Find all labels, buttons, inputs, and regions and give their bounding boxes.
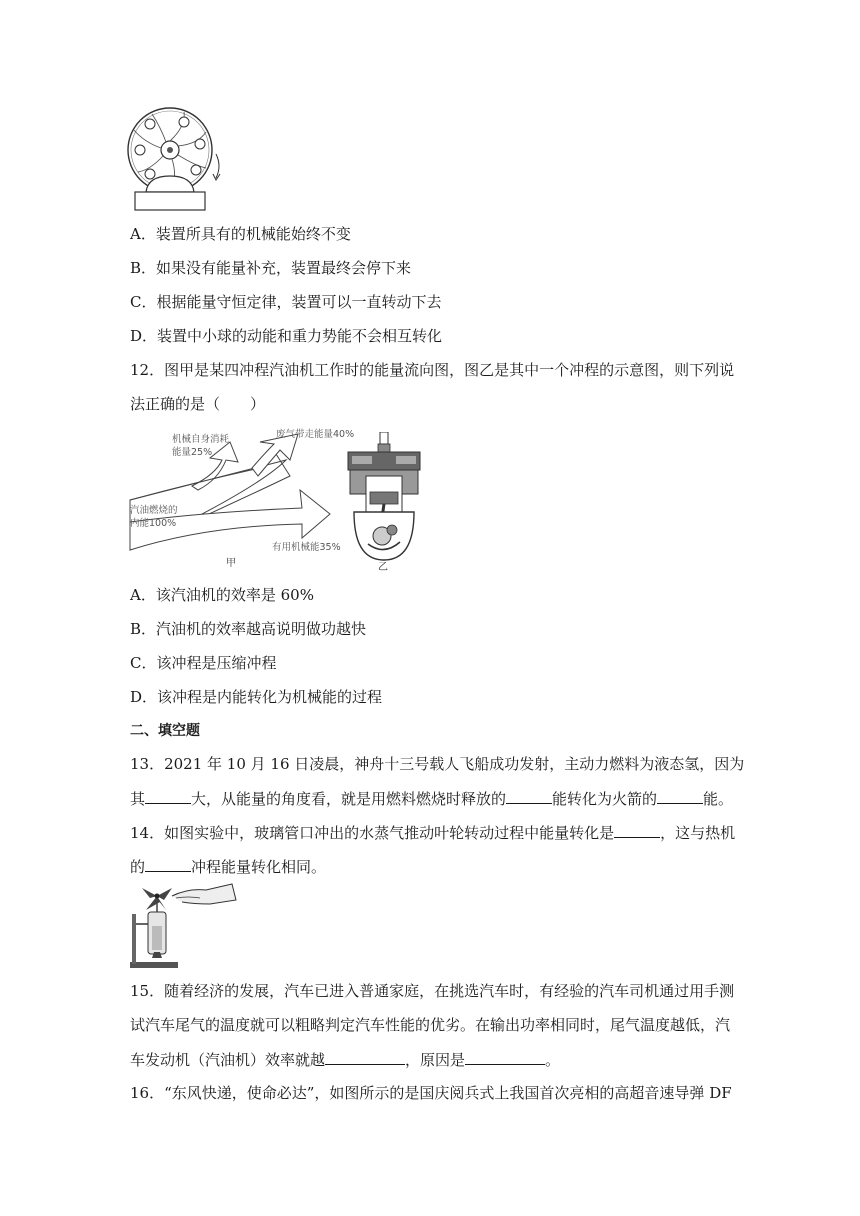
q11-option-d: D．装置中小球的动能和重力势能不会相互转化 [130,327,443,345]
caption-yi: 乙 [378,562,388,572]
q15-line-2: 试汽车尾气的温度就可以粗略判定汽车性能的优劣。在输出功率相同时，尾气温度越低，汽 [130,1016,731,1034]
q12-stem-line-1: 12．图甲是某四冲程汽油机工作时的能量流向图，图乙是其中一个冲程的示意图，则下列说 [130,361,735,379]
q15-text-c: 。 [545,1051,561,1069]
exhaust-label: 废气带走能量40% [276,429,355,440]
q12-stem-line-2: 法正确的是（ ） [130,395,266,413]
q13-text-c: 能转化为火箭的 [552,790,658,808]
caption-jia: 甲 [226,558,236,569]
steam-turbine-figure [128,882,240,972]
q12-option-b: B．汽油机的效率越高说明做功越快 [130,620,367,638]
q11-option-a: A．装置所具有的机械能始终不变 [130,225,351,243]
fuel-label-2: 内能100% [130,518,177,529]
q13-blank-1[interactable] [145,787,191,804]
q15-blank-2[interactable] [465,1048,545,1065]
q15-text-b: ，原因是 [405,1051,466,1069]
engine-figure [340,432,430,572]
q12-option-a: A．该汽油机的效率是 60% [130,586,314,604]
mech-loss-label-2: 能量25% [172,447,213,458]
q16-line-1: 16．“东风快递，使命必达”，如图所示的是国庆阅兵式上我国首次亮相的高超音速导弹 DF [130,1084,732,1102]
q13-line-2 [130,787,733,810]
q14-line-2 [130,855,326,878]
wheel-device-figure [126,104,226,214]
q14-blank-1[interactable] [614,821,660,838]
q12-option-d: D．该冲程是内能转化为机械能的过程 [130,688,383,706]
q14-blank-2[interactable] [145,855,191,872]
q13-text-d: 能。 [703,790,734,808]
q11-option-c: C．根据能量守恒定律，装置可以一直转动下去 [130,293,442,311]
mech-loss-label-1: 机械自身消耗 [172,434,230,445]
q13-text-b: 大，从能量的角度看，就是用燃料燃烧时释放的 [191,790,507,808]
q13-blank-2[interactable] [506,787,552,804]
q13-blank-3[interactable] [657,787,703,804]
q15-line-3 [130,1048,560,1071]
q15-line-1: 15．随着经济的发展，汽车已进入普通家庭，在挑选汽车时，有经验的汽车司机通过用手测 [130,982,735,1000]
q14-text-c: 的 [130,858,146,876]
q15-blank-1[interactable] [325,1048,405,1065]
q12-option-c: C．该冲程是压缩冲程 [130,654,277,672]
q14-line-1 [130,821,735,844]
section-title-fill-in: 二、填空题 [130,723,200,739]
q14-text-a: 14．如图实验中，玻璃管口冲出的水蒸气推动叶轮转动过程中能量转化是 [130,824,615,842]
q14-text-b: ，这与热机 [660,824,736,842]
q11-option-b: B．如果没有能量补充，装置最终会停下来 [130,259,412,277]
q15-text-a: 车发动机（汽油机）效率就越 [130,1051,326,1069]
q13-text-a: 其 [130,790,146,808]
fuel-label-1: 汽油燃烧的 [130,505,178,516]
q14-text-d: 冲程能量转化相同。 [191,858,327,876]
useful-label: 有用机械能35% [272,542,341,553]
q13-line-1: 13．2021 年 10 月 16 日凌晨，神舟十三号载人飞船成功发射，主动力燃料为液态氢，因为 [130,755,745,773]
